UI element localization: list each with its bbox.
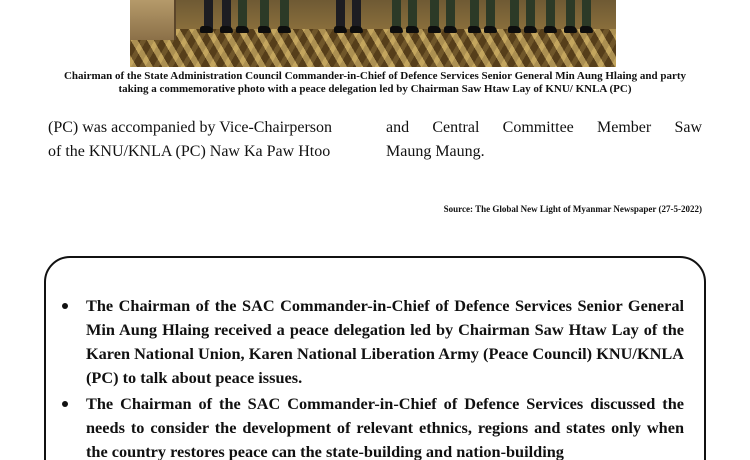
photo-caption: Chairman of the State Administration Council Commander-in-Chief of Defence Services Senior General Min Aung Hlaing and party taking a commemorative photo with a peace delegation led by Chairman Saw Htaw Lay of KNU/ KNLA (PC) [63, 70, 687, 95]
highlight-text: The Chairman of the SAC Commander-in-Chief of Defence Services Senior General Min Aung Hlaing received a peace delegation led by Chairman Saw Htaw Lay of the Karen National Union, Karen National Liberation Army (Peace Council) KNU/KNLA (PC) to talk about peace issues. [86, 296, 684, 387]
body-right-column [386, 116, 702, 164]
figures-legs [130, 0, 616, 40]
highlights-list [62, 294, 684, 460]
highlight-item [62, 392, 684, 460]
bullet-icon [62, 401, 68, 407]
body-line: (PC) was accompanied by Vice-Chairperson [48, 119, 332, 136]
body-line: of the KNU/KNLA (PC) Naw Ka Paw Htoo [48, 143, 331, 160]
bullet-icon [62, 303, 68, 309]
group-photo [130, 0, 616, 67]
highlight-text: The Chairman of the SAC Commander-in-Chief of Defence Services discussed the needs to consider the development of relevant ethnics, regions and states only when the country restores peace can the state-building and nation-building [86, 394, 684, 460]
highlight-item [62, 294, 684, 390]
source-citation: Source: The Global New Light of Myanmar Newspaper (27-5-2022) [443, 204, 702, 214]
body-line: Maung Maung. [386, 143, 485, 160]
highlights-box [44, 256, 706, 460]
body-line: and Central Committee Member Saw [386, 119, 702, 136]
body-left-column [48, 116, 368, 164]
